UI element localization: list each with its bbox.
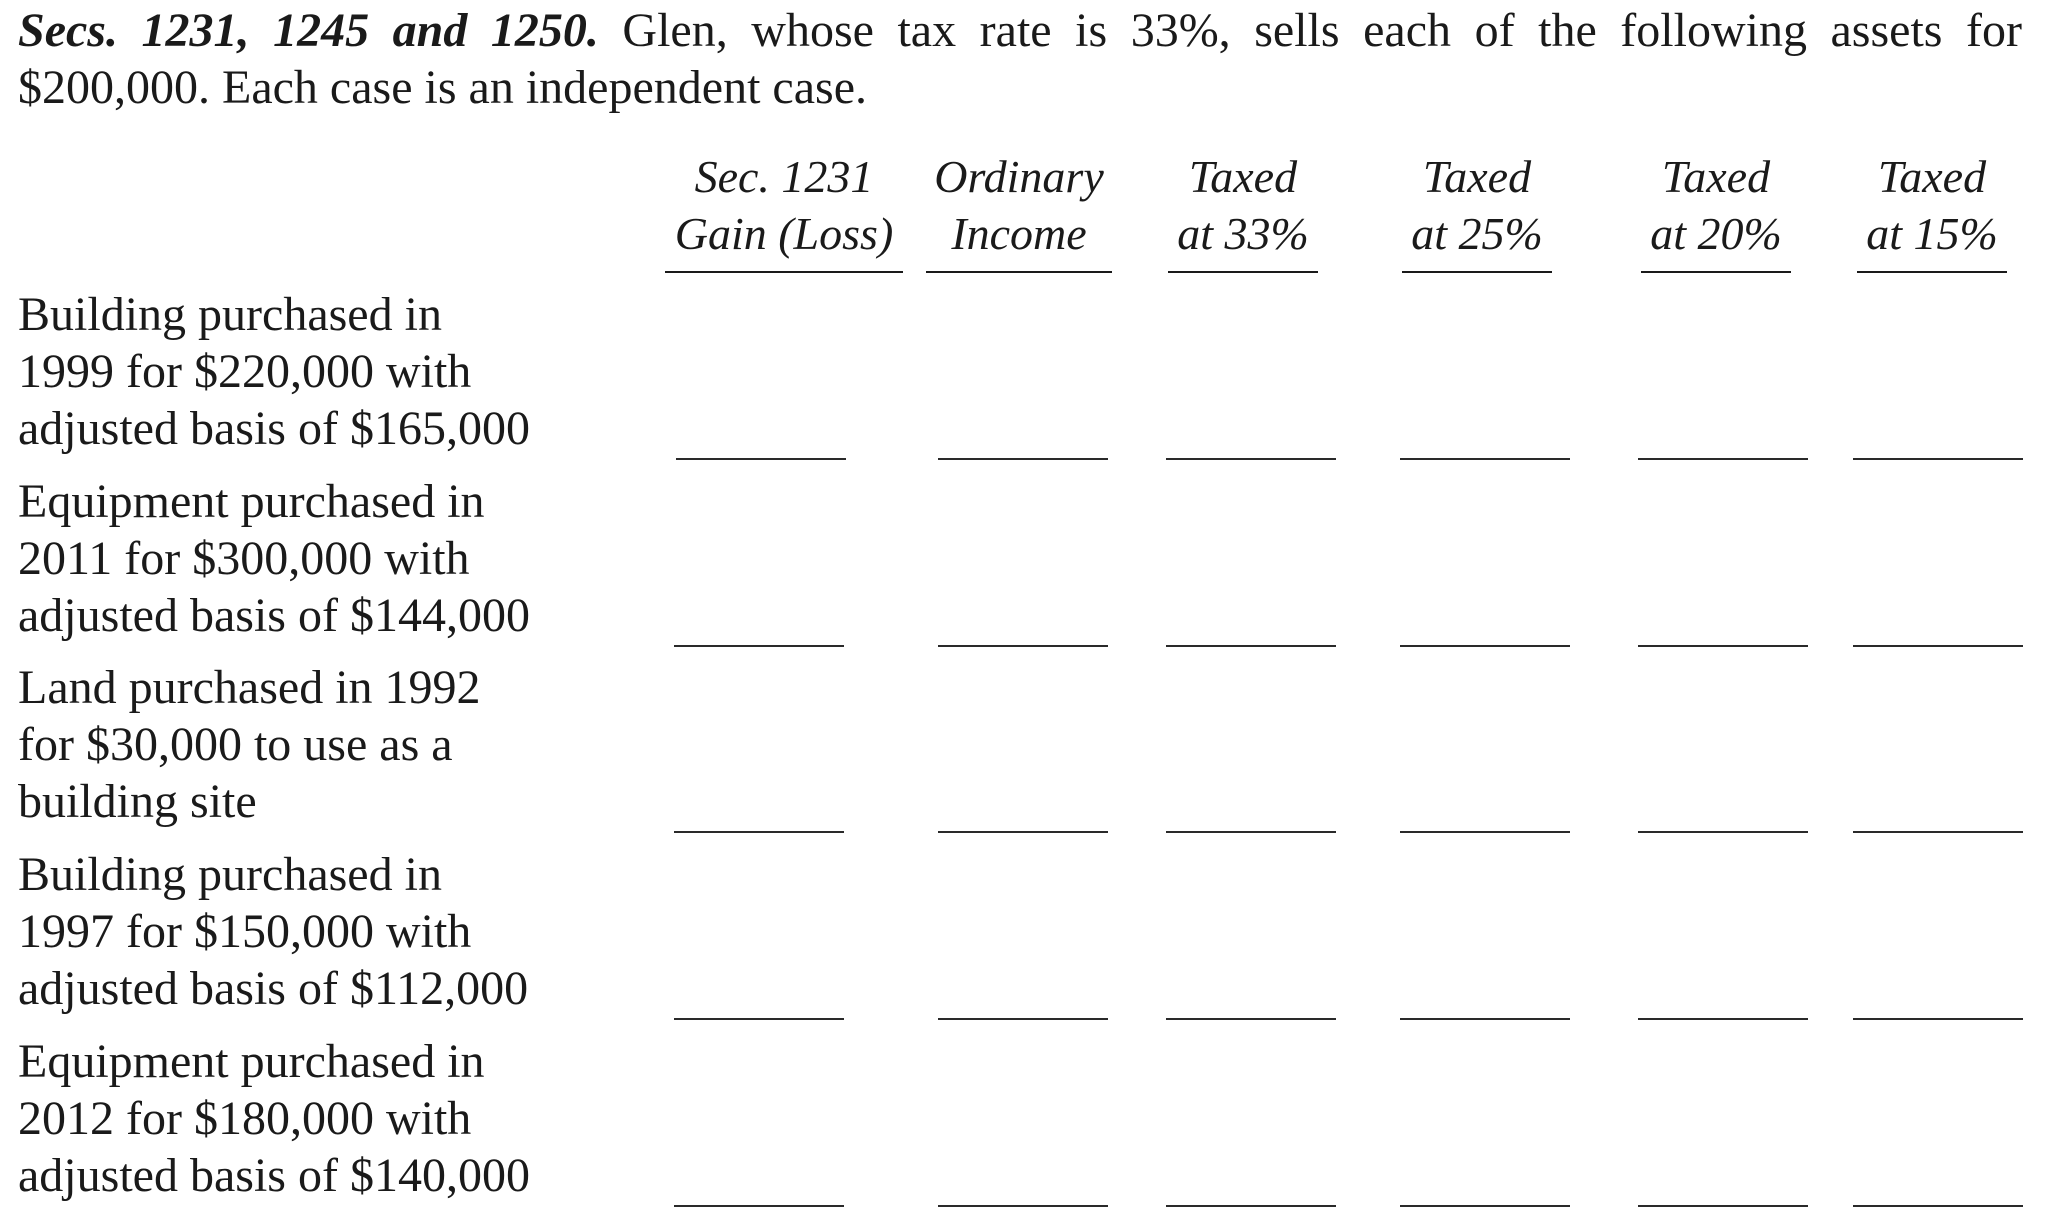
row-label-line1: Equipment purchased in [18, 475, 485, 528]
column-header-taxed-20 [1641, 148, 1791, 262]
column-header-taxed-25 [1402, 148, 1552, 262]
row-label-line3: adjusted basis of $112,000 [18, 962, 529, 1015]
column-header-taxed-15 [1857, 148, 2007, 262]
answer-blank[interactable] [674, 645, 844, 647]
answer-blank[interactable] [1400, 458, 1570, 460]
column-header-underline [1857, 271, 2007, 273]
column-header-line1: Sec. 1231 [694, 151, 874, 202]
column-header-underline [926, 271, 1112, 273]
column-header-line1: Taxed [1661, 151, 1771, 202]
column-header-line1: Taxed [1422, 151, 1532, 202]
row-label-line2: 1999 for $220,000 with [18, 345, 472, 398]
answer-blank[interactable] [1853, 831, 2023, 833]
column-header-line1: Ordinary [934, 151, 1104, 202]
column-header-underline [665, 271, 903, 273]
answer-blank[interactable] [1400, 1018, 1570, 1020]
answer-blank[interactable] [938, 645, 1108, 647]
answer-blank[interactable] [1638, 1018, 1808, 1020]
row-label-line1: Building purchased in [18, 848, 442, 901]
row-label-land-1992 [18, 659, 638, 830]
row-label-line1: Land purchased in 1992 [18, 661, 481, 714]
answer-blank[interactable] [938, 1018, 1108, 1020]
column-header-line2: Income [951, 208, 1087, 259]
answer-blank[interactable] [674, 1018, 844, 1020]
row-label-equipment-2011 [18, 473, 638, 644]
column-header-taxed-33 [1168, 148, 1318, 262]
answer-blank[interactable] [1166, 458, 1336, 460]
row-label-line1: Building purchased in [18, 288, 442, 341]
answer-blank[interactable] [1853, 1205, 2023, 1207]
row-label-line2: for $30,000 to use as a [18, 718, 453, 771]
answer-blank[interactable] [674, 831, 844, 833]
column-header-line2: at 20% [1650, 208, 1782, 259]
row-label-line2: 2011 for $300,000 with [18, 532, 470, 585]
answer-blank[interactable] [1400, 831, 1570, 833]
answer-blank[interactable] [676, 458, 846, 460]
column-header-line1: Taxed [1188, 151, 1298, 202]
answer-blank[interactable] [938, 831, 1108, 833]
row-label-line1: Equipment purchased in [18, 1035, 485, 1088]
answer-blank[interactable] [1166, 1018, 1336, 1020]
row-label-line3: adjusted basis of $140,000 [18, 1149, 530, 1202]
row-label-building-1999 [18, 286, 638, 457]
answer-blank[interactable] [1400, 1205, 1570, 1207]
answer-blank[interactable] [1400, 645, 1570, 647]
problem-text: Glen, whose tax rate is 33%, sells each of the following assets for $200,000. Each case is an independent case. [18, 4, 2022, 114]
row-label-line2: 2012 for $180,000 with [18, 1092, 472, 1145]
answer-blank[interactable] [1166, 645, 1336, 647]
answer-blank[interactable] [1638, 645, 1808, 647]
column-header-line2: Gain (Loss) [674, 208, 894, 259]
row-label-line2: 1997 for $150,000 with [18, 905, 472, 958]
column-header-underline [1402, 271, 1552, 273]
row-label-equipment-2012 [18, 1033, 638, 1204]
column-header-line2: at 15% [1866, 208, 1998, 259]
answer-blank[interactable] [1638, 458, 1808, 460]
answer-blank[interactable] [938, 458, 1108, 460]
column-header-underline [1168, 271, 1318, 273]
answer-blank[interactable] [938, 1205, 1108, 1207]
column-header-line1: Taxed [1877, 151, 1987, 202]
answer-blank[interactable] [1638, 831, 1808, 833]
problem-lead: Secs. 1231, 1245 and 1250. [18, 4, 599, 57]
problem-statement [18, 2, 2022, 116]
row-label-line3: building site [18, 775, 257, 828]
column-header-line2: at 25% [1411, 208, 1543, 259]
row-label-line3: adjusted basis of $144,000 [18, 589, 530, 642]
answer-blank[interactable] [1853, 645, 2023, 647]
row-label-building-1997 [18, 846, 638, 1017]
row-label-line3: adjusted basis of $165,000 [18, 402, 530, 455]
answer-blank[interactable] [1638, 1205, 1808, 1207]
column-header-underline [1641, 271, 1791, 273]
answer-blank[interactable] [674, 1205, 844, 1207]
answer-blank[interactable] [1853, 1018, 2023, 1020]
answer-blank[interactable] [1166, 1205, 1336, 1207]
column-header-sec1231 [665, 148, 903, 262]
column-header-ordinary-income [926, 148, 1112, 262]
column-header-line2: at 33% [1177, 208, 1309, 259]
answer-blank[interactable] [1853, 458, 2023, 460]
answer-blank[interactable] [1166, 831, 1336, 833]
